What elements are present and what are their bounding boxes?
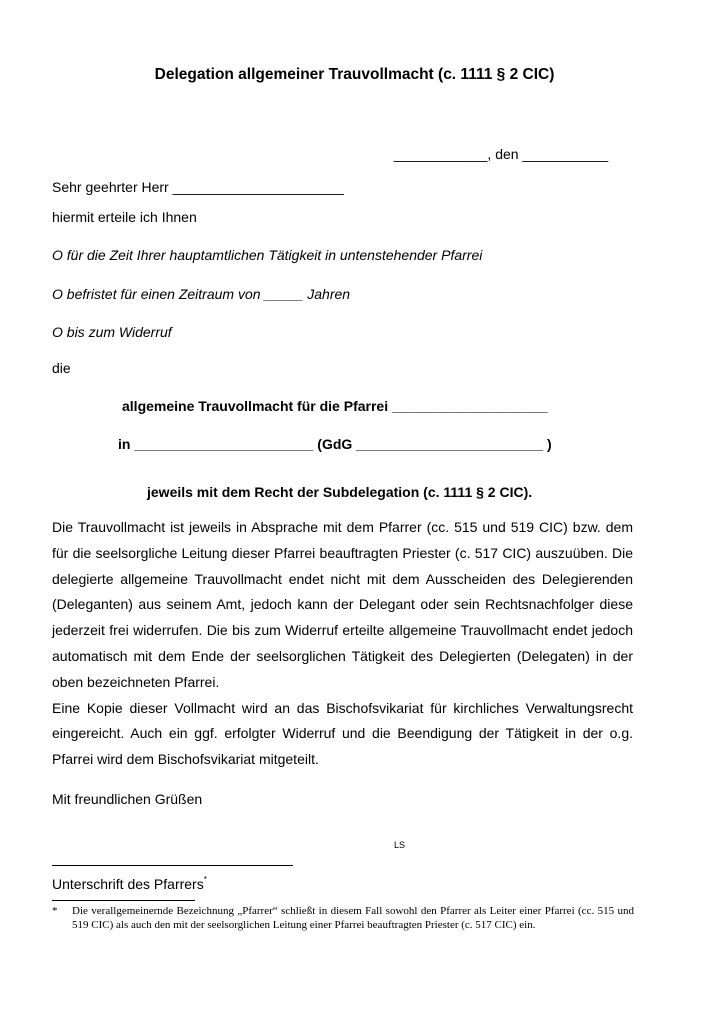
footnote-separator [52, 900, 195, 901]
intro-text: hiermit erteile ich Ihnen [52, 209, 197, 225]
footnote-mark: * [52, 905, 58, 917]
option-befristet: O befristet für einen Zeitraum von _____ Jahren [52, 286, 351, 302]
option-widerruf: O bis zum Widerruf [52, 324, 172, 340]
footnote-reference: * [203, 875, 207, 885]
signature-label [52, 876, 207, 892]
document-title: Delegation allgemeiner Trauvollmacht (c. 1111 § 2 CIC) [154, 66, 555, 83]
signature-label-text: Unterschrift des Pfarrers [52, 876, 204, 892]
salutation: Sehr geehrter Herr ______________________ [52, 179, 344, 195]
body-text [52, 515, 633, 773]
seal-placeholder: LS [394, 840, 406, 850]
footnote [52, 904, 634, 932]
place-date-line: ____________, den ___________ [394, 146, 609, 162]
body-paragraph-2: Eine Kopie dieser Vollmacht wird an das Bischofsvikariat für kirchliches Verwaltungsrecht eingereicht. Auch ein ggf. erfolgter Widerruf und die Beendigung der Tätigkeit in der o.g. Pfarrei wird dem Bischofsvikariat mitgeteilt. [52, 699, 633, 768]
option-hauptamtlich: O für die Zeit Ihrer hauptamtlichen Tätigkeit in untenstehender Pfarrei [52, 247, 483, 263]
body-paragraph-1: Die Trauvollmacht ist jeweils in Absprache mit dem Pfarrer (cc. 515 und 519 CIC) bzw. dem für die seelsorgliche Leitung dieser Pfarrei beauftragten Priester (c. 517 CIC) auszuüben. Die delegierte allgemeine Trauvollmacht endet nicht mit dem Ausscheiden des Delegierenden (Deleganten) aus seinem Amt, jedoch kann der Delegant oder sein Rechtsnachfolger diese jederzeit frei widerrufen. Die bis zum Widerruf erteilte allgemeine Trauvollmacht endet jedoch automatisch mit dem Ende der seelsorglichen Tätigkeit des Delegierten (Delegaten) in der oben bezeichneten Pfarrei. [52, 519, 633, 690]
grant-line-subdelegation: jeweils mit dem Recht der Subdelegation (c. 1111 § 2 CIC). [147, 484, 533, 500]
grant-line-pfarrei: allgemeine Trauvollmacht für die Pfarrei ____________________ [122, 398, 548, 414]
connector-die: die [52, 360, 71, 376]
closing: Mit freundlichen Grüßen [52, 791, 203, 807]
footnote-text: Die verallgemeinernde Bezeichnung „Pfarrer“ schließt in diesem Fall sowohl den Pfarrer als Leiter einer Pfarrei (cc. 515 und 519 CIC) als auch den mit der seelsorglichen Leitung einer Pfarrei beauftragten Priester (c. 517 CIC) ein. [72, 905, 634, 931]
signature-line [52, 865, 293, 866]
grant-line-gdg: in _______________________ (GdG ________________________ ) [118, 436, 552, 452]
